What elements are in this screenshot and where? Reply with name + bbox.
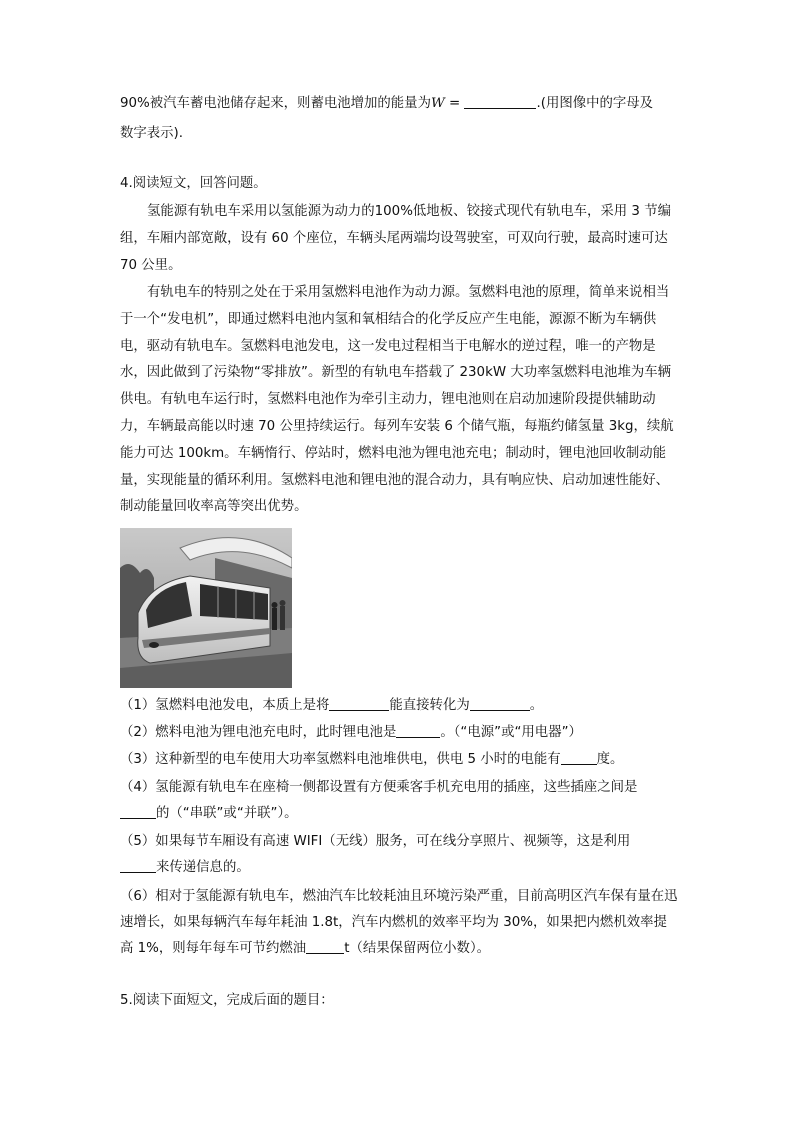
q5-heading: 5.阅读下面短文，完成后面的题目： xyxy=(120,993,334,1008)
q4-heading: 4.阅读短文，回答问题。 xyxy=(120,176,267,191)
q4-sub-5: （5）如果每节车厢设有高速 WIFI（无线）服务，可在线分享照片、视频等，这是利用 来传递信息的。 xyxy=(120,834,631,875)
answer-blank[interactable] xyxy=(464,94,536,109)
answer-blank[interactable] xyxy=(561,750,597,765)
answer-blank[interactable] xyxy=(120,858,156,873)
variable-w: W xyxy=(430,96,445,111)
answer-blank[interactable] xyxy=(396,723,440,738)
tram-image xyxy=(120,528,292,688)
q4-paragraph-1: 氢能源有轨电车采用以氢能源为动力的100%低地板、铰接式现代有轨电车，采用 3 节编组，车厢内部宽敞，设有 60 个座位，车辆头尾两端均设驾驶室，可双向行驶，最高时速可达 70 公里。 xyxy=(120,204,671,273)
answer-blank[interactable] xyxy=(470,696,530,711)
q4-sub-1: （1）氢燃料电池发电，本质上是将 能直接转化为 。 xyxy=(120,698,544,713)
q4-paragraph-2: 有轨电车的特别之处在于采用氢燃料电池作为动力源。氢燃料电池的原理，简单来说相当于一个“发电机”，即通过燃料电池内氢和氧相结合的化学反应产生电能，源源不断为车辆供电，驱动有轨电车。氢燃料电池发电，这一发电过程相当于电解水的逆过程，唯一的产物是水，因此做到了污染物“零排放”。新型的有轨电车搭载了 230kW 大功率氢燃料电池堆为车辆供电。有轨电车运行时，氢燃料电池作为牵引主动力，锂电池则在启动加速阶段提供辅助动力，车辆最高能以时速 70 公里持续运行。每列车安装 6 个储气瓶，每瓶约储氢量 3kg，续航能力可达 100km。车辆惰行、停站时，燃料电池为锂电池充电；制动时，锂电池回收制动能量，实现能量的循环利用。氢燃料电池和锂电池的混合动力，具有响应快、启动加速性能好、制动能量回收率高等突出优势。 xyxy=(120,285,674,515)
answer-blank[interactable] xyxy=(306,939,344,954)
q4-sub-3: （3）这种新型的电车使用大功率氢燃料电池堆供电，供电 5 小时的电能有 度。 xyxy=(120,752,624,767)
q4-sub-2: （2）燃料电池为锂电池充电时，此时锂电池是 。（“电源”或“用电器”） xyxy=(120,725,582,740)
tram-photo xyxy=(120,528,292,688)
q4-sub-4: （4）氢能源有轨电车在座椅一侧都设置有方便乘客手机充电用的插座，这些插座之间是 的（“串联”或“并联”）。 xyxy=(120,780,638,821)
q4-sub-6: （6）相对于氢能源有轨电车，燃油汽车比较耗油且环境污染严重，目前高明区汽车保有量在迅速增长，如果每辆汽车每年耗油 1.8t，汽车内燃机的效率平均为 30%，如果把内燃机效率提高 1%，则每年每车可节约燃油 t（结果保留两位小数）。 xyxy=(120,889,678,956)
intro-line-1: 90%被汽车蓄电池储存起来，则蓄电池增加的能量为W = .(用图像中的字母及 xyxy=(120,96,654,111)
answer-blank[interactable] xyxy=(329,696,389,711)
answer-blank[interactable] xyxy=(120,804,156,819)
intro-line-2: 数字表示). xyxy=(120,126,184,141)
